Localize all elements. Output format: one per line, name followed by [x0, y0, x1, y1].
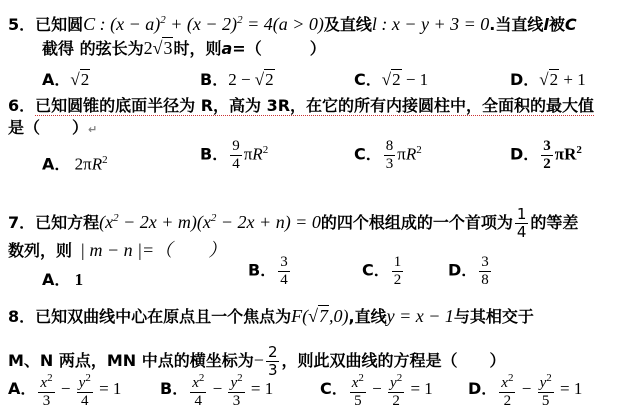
q5-option-d[interactable]: D．√2 + 1: [510, 70, 586, 89]
q5-text-6: C: [564, 15, 577, 34]
q7-text-2: 的四个根组成的一个首项为: [320, 213, 513, 232]
q7-option-d[interactable]: D． $\frac{3}{8}$: [448, 254, 489, 288]
q7-line-1: [8, 206, 578, 241]
q8-line-1: [8, 306, 534, 327]
q8-line-2: M、N 两点，MN 中点的横坐标为− $\frac{2}{3}$ ，则此双曲线的方程是（ ）: [8, 343, 506, 379]
q5-line-1: [8, 10, 577, 35]
q8-text-5: ，则此双曲线的方程是（ ）: [281, 351, 506, 370]
q6-number: 6．: [8, 96, 36, 115]
q6-text-1: 已知圆锥的底面半径为 R，高为 3R，在它的所有内接圆柱中，全面积的最大值: [35, 96, 595, 115]
q7-text-1: 已知方程: [35, 213, 100, 232]
q6-option-d[interactable]: D． $\frac{3}{2}$ $\pi R^2$: [510, 138, 582, 172]
q5-text: 已知圆: [35, 15, 84, 34]
q5-line-2: [42, 38, 326, 59]
q7-option-a[interactable]: A． 1: [42, 270, 84, 289]
q7-option-c[interactable]: C． $\frac{1}{2}$: [362, 254, 402, 288]
q5-option-c[interactable]: C．√2 − 1: [354, 70, 429, 89]
q8-number: 8．: [8, 307, 36, 326]
q5-line-eq: l : x − y + 3 = 0: [371, 14, 490, 34]
q5-eq: C : $(x - a)^2 + (x - 2)^2 = 4(a > 0)$: [83, 14, 324, 34]
q5-text-9: a: [221, 39, 233, 58]
q8-option-a[interactable]: A． $\frac{x^2}{3}$ − $\frac{y^2}{4}$ = 1: [8, 372, 122, 409]
q7-number: 7．: [8, 213, 36, 232]
q6-line-1: [8, 96, 594, 116]
q7-option-b[interactable]: B． $\frac{3}{4}$: [248, 254, 288, 288]
q7-eq: $(x^2 - 2x + m)(x^2 - 2x + n) = 0$: [99, 212, 321, 232]
q6-option-a[interactable]: A． $2\pi R^2$: [42, 154, 108, 174]
q5-chord: 2√3: [143, 38, 173, 58]
q5-text-7: 截得 的弦长为: [42, 39, 144, 58]
q8-option-c[interactable]: C． $\frac{x^2}{5}$ − $\frac{y^2}{2}$ = 1: [320, 372, 433, 409]
q7-abs: | m − n |=（ ）: [80, 240, 227, 260]
q7-text-4: 数列，则: [8, 241, 73, 260]
return-mark: ↵: [88, 123, 98, 136]
q5-text-10: =（ ）: [232, 39, 326, 58]
q5-text-3: .当直线: [489, 15, 544, 34]
q7-fraction: $\frac{1}{4}$: [516, 205, 527, 241]
q8-fraction: $\frac{2}{3}$: [267, 343, 278, 379]
q5-option-a[interactable]: A．√2: [42, 70, 90, 89]
q5-text-5: 被: [548, 15, 565, 34]
q8-text-1: 已知双曲线中心在原点且一个焦点为: [35, 307, 292, 326]
q6-line-2: [8, 118, 97, 140]
q8-text-3: 与其相交于: [453, 307, 534, 326]
q8-option-b[interactable]: B． $\frac{x^2}{4}$ − $\frac{y^2}{3}$ = 1: [160, 372, 274, 409]
q6-option-b[interactable]: B． $\frac{9}{4}$ $\pi R^2$: [200, 138, 269, 172]
q8-text-2: ,直线: [348, 307, 387, 326]
q8-line-eq: y = x − 1: [386, 306, 454, 326]
q5-text-4: l: [543, 15, 549, 34]
q8-option-d[interactable]: D． $\frac{x^2}{2}$ − $\frac{y^2}{5}$ = 1: [468, 372, 583, 409]
q6-text-2: 是（ ）: [8, 118, 89, 137]
q6-option-c[interactable]: C． $\frac{8}{3}$ $\pi R^2$: [354, 138, 422, 172]
q7-line-2: [8, 240, 226, 261]
q8-text-4: M、N 两点，MN 中点的横坐标为: [8, 351, 254, 370]
q5-text-8: 时，则: [173, 39, 222, 58]
q8-focus: F(√7,0): [291, 306, 349, 326]
q5-option-b[interactable]: B．2 − √2: [200, 70, 274, 89]
q5-text-2: 及直线: [323, 15, 372, 34]
q5-number: 5．: [8, 15, 36, 34]
q7-text-3: 的等差: [530, 213, 579, 232]
